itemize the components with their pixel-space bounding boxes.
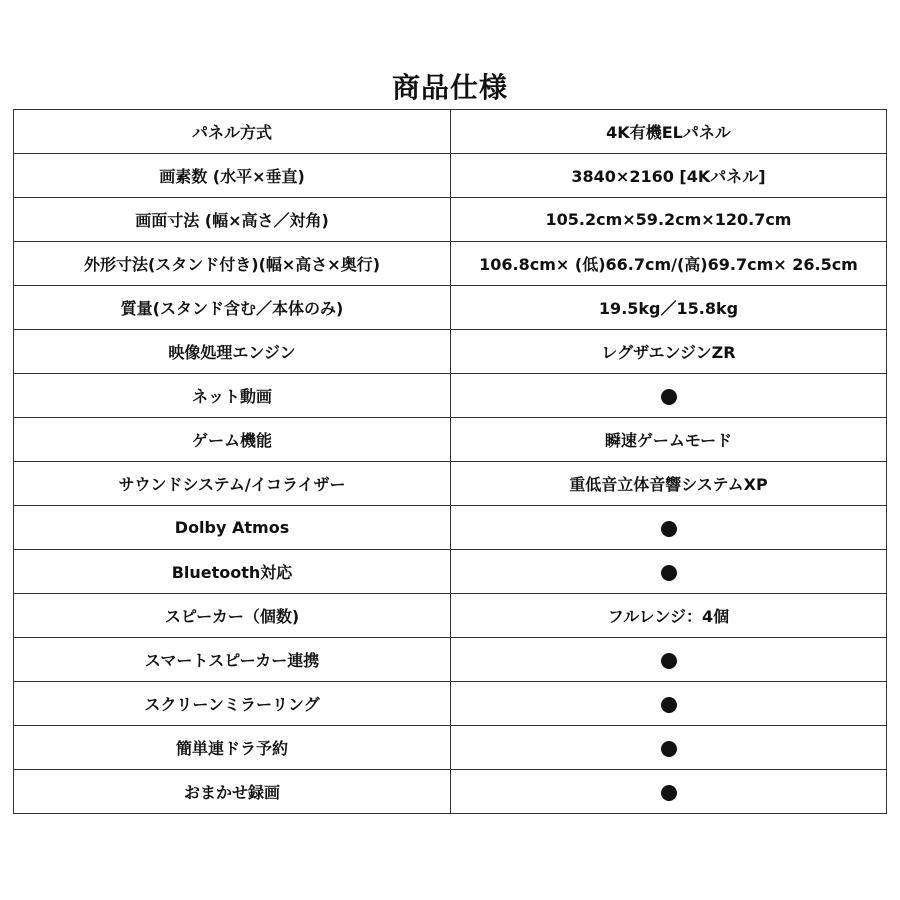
spec-row (14, 726, 887, 770)
spec-row (14, 682, 887, 726)
spec-value: 重低音立体音響システムXP (451, 462, 887, 506)
spec-row (14, 594, 887, 638)
spec-label: 映像処理エンジン (14, 330, 451, 374)
filled-circle-icon (661, 521, 677, 537)
filled-circle-icon (661, 389, 677, 405)
spec-label: 外形寸法(スタンド付き)(幅×高さ×奥行) (14, 242, 451, 286)
filled-circle-icon (661, 785, 677, 801)
filled-circle-icon (661, 565, 677, 581)
spec-label: 画素数 (水平×垂直) (14, 154, 451, 198)
spec-row (14, 418, 887, 462)
spec-label: ネット動画 (14, 374, 451, 418)
spec-label: サウンドシステム/イコライザー (14, 462, 451, 506)
spec-value: 105.2cm×59.2cm×120.7cm (451, 198, 887, 242)
spec-value: 3840×2160 [4Kパネル] (451, 154, 887, 198)
spec-value: 4K有機ELパネル (451, 110, 887, 154)
spec-value: 19.5kg／15.8kg (451, 286, 887, 330)
spec-table (13, 109, 887, 814)
spec-label: スマートスピーカー連携 (14, 638, 451, 682)
spec-label: スピーカー（個数) (14, 594, 451, 638)
spec-value: フルレンジ：4個 (451, 594, 887, 638)
spec-row (14, 770, 887, 814)
spec-row (14, 198, 887, 242)
spec-label: Bluetooth対応 (14, 550, 451, 594)
spec-row (14, 550, 887, 594)
filled-circle-icon (661, 653, 677, 669)
spec-row (14, 242, 887, 286)
page-title: 商品仕様 (391, 71, 508, 104)
spec-row (14, 638, 887, 682)
spec-label: 簡単連ドラ予約 (14, 726, 451, 770)
spec-label: スクリーンミラーリング (14, 682, 451, 726)
spec-value-supported (451, 726, 887, 770)
spec-value-supported (451, 682, 887, 726)
spec-label: Dolby Atmos (14, 506, 451, 550)
spec-value: レグザエンジンZR (451, 330, 887, 374)
spec-label: ゲーム機能 (14, 418, 451, 462)
spec-label: おまかせ録画 (14, 770, 451, 814)
filled-circle-icon (661, 741, 677, 757)
spec-label: 質量(スタンド含む／本体のみ) (14, 286, 451, 330)
spec-value-supported (451, 550, 887, 594)
filled-circle-icon (661, 697, 677, 713)
spec-value-supported (451, 770, 887, 814)
spec-row (14, 506, 887, 550)
spec-row (14, 330, 887, 374)
spec-value: 106.8cm× (低)66.7cm/(高)69.7cm× 26.5cm (451, 242, 887, 286)
spec-row (14, 462, 887, 506)
spec-value-supported (451, 638, 887, 682)
spec-value: 瞬速ゲームモード (451, 418, 887, 462)
spec-row (14, 154, 887, 198)
spec-value-supported (451, 506, 887, 550)
spec-row (14, 110, 887, 154)
spec-table-body (14, 110, 887, 814)
spec-value-supported (451, 374, 887, 418)
spec-row (14, 374, 887, 418)
spec-label: パネル方式 (14, 110, 451, 154)
spec-label: 画面寸法 (幅×高さ／対角) (14, 198, 451, 242)
spec-row (14, 286, 887, 330)
